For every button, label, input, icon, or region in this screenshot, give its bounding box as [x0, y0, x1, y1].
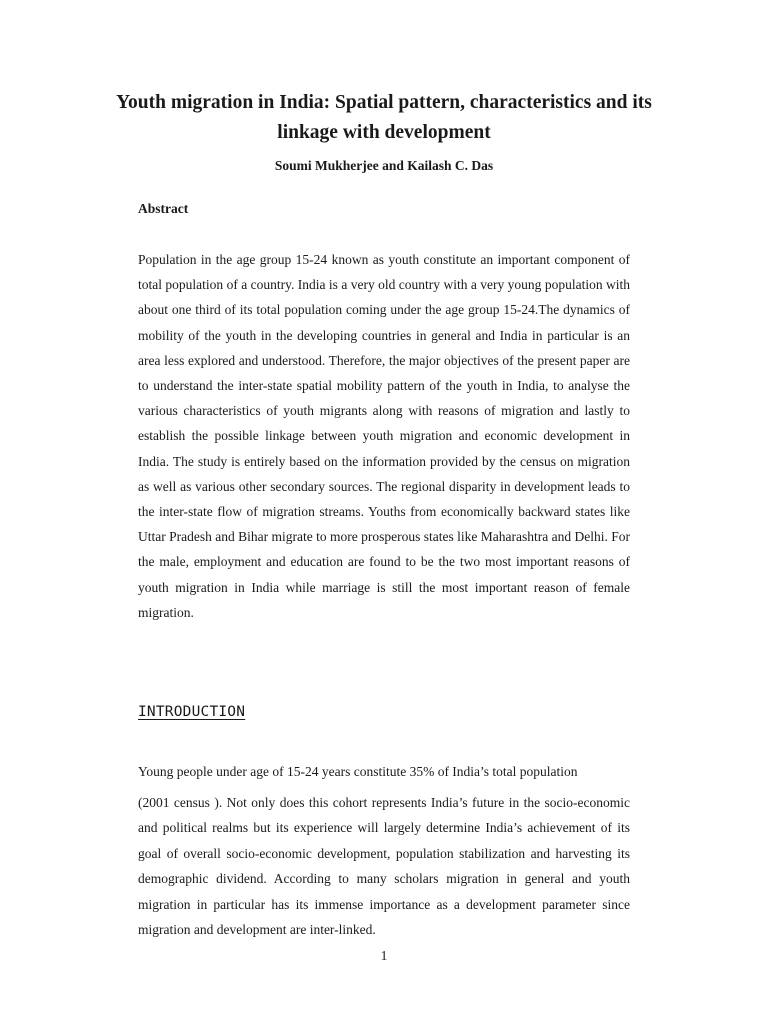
introduction-heading: INTRODUCTION: [138, 704, 246, 720]
paper-title: Youth migration in India: Spatial pattern, characteristics and its linkage with development: [116, 92, 652, 143]
introduction-first-line: Young people under age of 15-24 years constitute 35% of India’s total population: [138, 764, 578, 779]
paper-authors: Soumi Mukherjee and Kailash C. Das: [274, 158, 494, 173]
introduction-paragraph: (2001 census ). Not only does this cohort represents India’s future in the socio-economic and political realms but its experience will largely determine India’s achievement of its goal of overall socio-economic development, population stabilization and harvesting its demographic dividend. According to many scholars migration in general and youth migration in particular has its immense importance as a development parameter since migration and development are inter-linked.: [138, 795, 630, 938]
abstract-paragraph: Population in the age group 15-24 known as youth constitute an important component of total population of a country. India is a very old country with a very young population with about one third of its total population coming under the age group 15-24.The dynamics of mobility of the youth in the developing countries in general and India in particular is an area less explored and understood. Therefore, the major objectives of the present paper are to understand the inter-state spatial mobility pattern of the youth in India, to analyse the various characteristics of youth migrants along with reasons of migration and lastly to establish the possible linkage between youth migration and economic development in India. The study is entirely based on the information provided by the census on migration as well as various other secondary sources. The regional disparity in development leads to the inter-state flow of migration streams. Youths from economically backward states like Uttar Pradesh and Bihar migrate to more prosperous states like Maharashtra and Delhi. For the male, employment and education are found to be the two most important reasons of youth migration in India while marriage is still the most important reason of female migration.: [138, 252, 630, 620]
abstract-heading: Abstract: [138, 201, 189, 216]
page-number: 1: [380, 948, 388, 963]
